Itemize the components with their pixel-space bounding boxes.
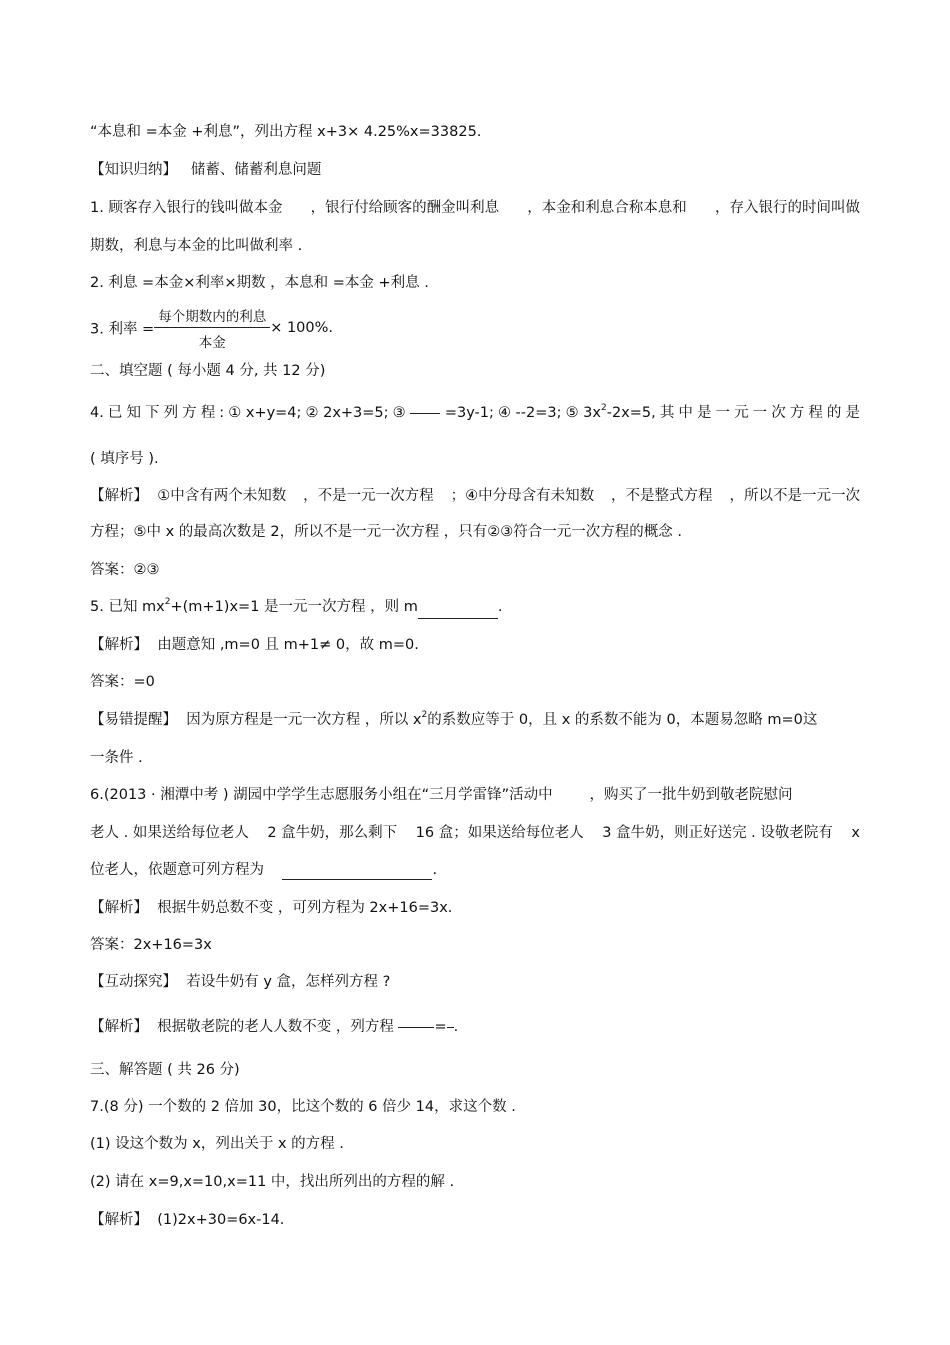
- char: 下: [145, 405, 160, 421]
- text: ；④中分母含有未知数: [450, 488, 595, 504]
- section-tag: 【解析】: [90, 1212, 148, 1228]
- text: 3 盒牛奶，则正好送完 . 设敬老院有: [602, 825, 833, 841]
- section-tag: 【解析】: [90, 637, 148, 653]
- text: 2 盒牛奶，那么剩下: [267, 825, 398, 841]
- char: 一: [715, 405, 730, 421]
- numerator: 每个期数内的利息: [154, 305, 270, 328]
- text: 储蓄、储蓄利息问题: [190, 162, 322, 178]
- text: .: [497, 599, 503, 615]
- text: +(m+1)x=1 是一元一次方程 ，则 m: [170, 599, 418, 615]
- answer-4: 答案：②③: [90, 562, 160, 578]
- superscript: 2: [164, 597, 171, 607]
- analysis-5: [90, 635, 419, 655]
- question-4: [90, 403, 860, 425]
- text: -2=3;: [520, 405, 562, 421]
- equation-line: [90, 122, 481, 142]
- char: 方: [789, 405, 805, 421]
- knowledge-summary: [90, 160, 321, 180]
- equation: [498, 403, 562, 425]
- question-7: 7.(8 分) 一个数的 2 倍加 30，比这个数的 6 倍少 14，求这个数 .: [90, 1099, 516, 1115]
- knowledge-item-3: [90, 305, 333, 351]
- text: 因为原方程是一元一次方程 ，所以 x: [186, 712, 422, 728]
- analysis-7: [90, 1210, 284, 1230]
- char: :: [219, 405, 225, 421]
- text: .: [453, 1019, 459, 1035]
- text: (1)2x+30=6x-14.: [157, 1212, 285, 1228]
- superscript: 2: [421, 710, 428, 720]
- char: 一: [752, 405, 768, 421]
- text: ，所以不是一元一次: [729, 488, 860, 504]
- question-4-cont: ( 填序号 ).: [90, 451, 159, 467]
- text: 16 盒；如果送给每位老人: [415, 825, 584, 841]
- question-6-line3: [90, 860, 437, 880]
- text: “本息和 =本金 +利息”，列出方程: [90, 124, 318, 140]
- equation: ① x+y=4;: [228, 405, 302, 421]
- text: x: [851, 825, 860, 841]
- text: [90, 486, 286, 506]
- text: 由题意知 ,m=0 且 m+1≠ 0，故 m=0.: [157, 637, 419, 653]
- section-heading-fill-in: 二、填空题 ( 每小题 4 分, 共 12 分): [90, 363, 326, 379]
- char: 已: [107, 405, 123, 421]
- equation: ② 2x+3=5;: [305, 405, 389, 421]
- text: ，本金和利息合称本息和: [527, 200, 687, 216]
- char: 是: [696, 405, 712, 421]
- section-tag: 【解析】: [90, 488, 148, 504]
- circled-number: ③: [392, 405, 406, 421]
- equation: [393, 403, 494, 425]
- superscript: 2: [600, 403, 607, 413]
- text: 1. 顾客存入银行的钱叫做本金: [90, 200, 283, 216]
- char: 列: [163, 405, 179, 421]
- char: 程: [200, 405, 216, 421]
- question-6: [90, 785, 793, 805]
- analysis-exploration: [90, 1017, 458, 1037]
- text: 位老人，依题意可列方程为: [90, 862, 264, 878]
- analysis-6: [90, 898, 452, 918]
- rate-fraction: [154, 305, 270, 351]
- analysis-4: [90, 486, 860, 506]
- question-5: [90, 597, 502, 619]
- text: -2x=5,: [606, 405, 656, 421]
- text: 3. 利率 =: [90, 321, 155, 338]
- char: 知: [126, 405, 141, 421]
- knowledge-item-2: 2. 利息 =本金×利率×期数 ，本息和 =本金 +利息 .: [90, 275, 429, 291]
- char: 次: [771, 405, 786, 421]
- text: 6.(2013 · 湘潭中考 ) 湖园中学学生志愿服务小组在“三月学雷锋”活动中: [90, 787, 553, 803]
- text: 若设牛奶有 y 盒，怎样列方程 ?: [186, 974, 391, 990]
- text: =3y-1;: [444, 405, 494, 421]
- analysis-4-cont: 方程；⑤中 x 的最高次数是 2，所以不是一元一次方程 ，只有②③符合一元一次方程的概念 .: [90, 524, 682, 540]
- text: ，不是一元一次方程: [303, 488, 434, 504]
- text: × 100%.: [270, 320, 334, 336]
- error-reminder-cont: 一条件 .: [90, 750, 143, 766]
- section-tag: 【解析】: [90, 1019, 148, 1035]
- text: 老人 . 如果送给每位老人: [90, 825, 249, 841]
- char: 是: [845, 405, 860, 421]
- denominator: 本金: [198, 335, 226, 351]
- text: 5. 已知 mx: [90, 599, 165, 615]
- q-number: 4.: [90, 405, 104, 421]
- knowledge-item-1: [90, 198, 860, 218]
- section-heading-answers: 三、解答题 ( 共 26 分): [90, 1062, 240, 1078]
- answer-6: 答案：2x+16=3x: [90, 937, 212, 953]
- text: ，银行付给顾客的酬金叫利息: [310, 200, 500, 216]
- text: ④ -: [497, 405, 521, 421]
- fraction-bar: [447, 1027, 454, 1028]
- text: ，存入银行的时间叫做: [714, 200, 860, 216]
- text: ，购买了一批牛奶到敬老院慰问: [589, 787, 793, 803]
- section-tag: 【易错提醒】: [90, 712, 177, 728]
- text: =: [434, 1019, 447, 1035]
- answer-blank[interactable]: [418, 602, 498, 619]
- char: 元: [734, 405, 749, 421]
- answer-blank[interactable]: [282, 863, 432, 880]
- equation: [566, 403, 656, 425]
- text: .: [432, 862, 438, 878]
- text: ⑤ 3x: [565, 405, 601, 421]
- equation: x+3× 4.25%x=33825.: [317, 124, 482, 140]
- question-7-part1: (1) 设这个数为 x，列出关于 x 的方程 .: [90, 1136, 344, 1152]
- char: 方: [182, 405, 197, 421]
- char: 中: [678, 405, 693, 421]
- section-tag: 【知识归纳】: [90, 162, 177, 178]
- char: 的: [826, 405, 842, 421]
- text: 根据敬老院的老人人数不变 ，列方程: [157, 1019, 394, 1035]
- fraction-bar: [398, 1027, 434, 1028]
- section-tag: 【互动探究】: [90, 974, 177, 990]
- text: 的系数应等于 0，且 x 的系数不能为 0，本题易忽略 m=0这: [427, 712, 818, 728]
- char: 程: [808, 405, 823, 421]
- question-6-line2: [90, 823, 860, 843]
- knowledge-item-1-cont: 期数，利息与本金的比叫做利率 .: [90, 238, 303, 254]
- char: 其: [659, 405, 675, 421]
- text: 根据牛奶总数不变 ，可列方程为 2x+16=3x.: [157, 900, 453, 916]
- text: ，不是整式方程: [611, 488, 713, 504]
- text: ①中含有两个未知数: [157, 488, 287, 504]
- section-tag: 【解析】: [90, 900, 148, 916]
- interactive-exploration: [90, 972, 390, 992]
- fraction-bar: [410, 413, 440, 414]
- error-reminder: [90, 710, 817, 732]
- answer-5: 答案：=0: [90, 674, 155, 690]
- question-7-part2: (2) 请在 x=9,x=10,x=11 中，找出所列出的方程的解 .: [90, 1174, 455, 1190]
